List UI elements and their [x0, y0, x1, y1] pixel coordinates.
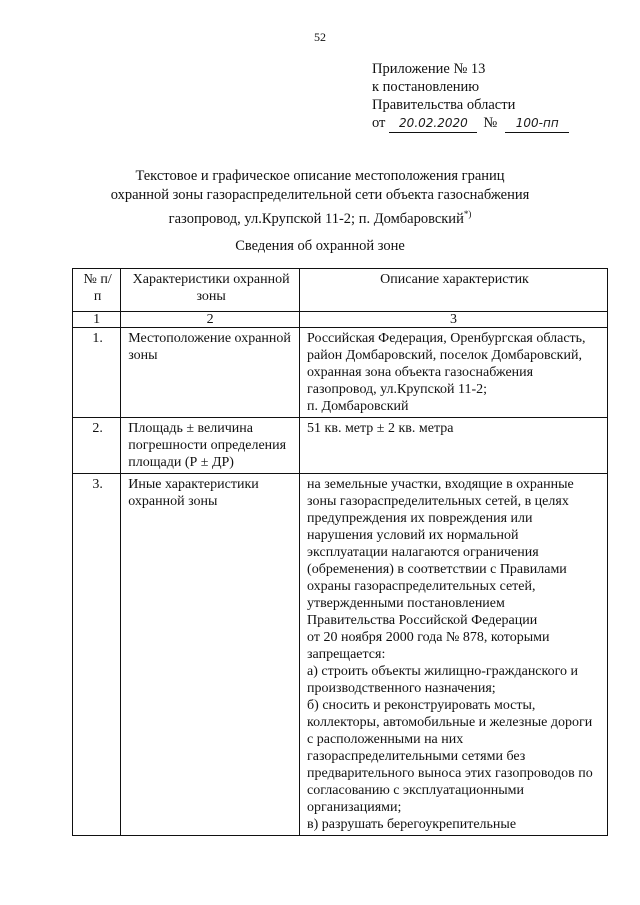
title-line-2: охранной зоны газораспределительной сети объекта газоснабжения [110, 187, 530, 203]
row-description [300, 328, 608, 418]
desc-line: производственного назначения; [307, 681, 496, 696]
row-number: 2. [73, 418, 121, 474]
desc-line: организациями; [307, 800, 402, 815]
document-title [80, 167, 560, 229]
desc-line: район Домбаровский, поселок Домбаровский, [307, 348, 582, 363]
appendix-line-3: Правительства области [372, 97, 516, 113]
desc-line: на земельные участки, входящие в охранные [307, 477, 574, 492]
section-subtitle: Сведения об охранной зоне [235, 238, 405, 254]
desc-line: запрещается: [307, 647, 386, 662]
desc-line: коллекторы, автомобильные и железные дороги [307, 715, 593, 730]
desc-line: п. Домбаровский [307, 399, 409, 414]
desc-line: утвержденными постановлением [307, 596, 505, 611]
table-row [73, 328, 608, 418]
appendix-line-1: Приложение № 13 [372, 61, 486, 77]
row-name: Площадь ± величина погрешности определения площади (Р ± ДР) [121, 418, 300, 474]
desc-line: газораспределительными сетями без [307, 749, 526, 764]
desc-line: предупреждения их повреждения или [307, 511, 533, 526]
title-line-1: Текстовое и графическое описание местоположения границ [135, 168, 505, 184]
desc-line: охранная зона объекта газоснабжения [307, 365, 534, 380]
row-name: Иные характеристики охранной зоны [121, 474, 300, 836]
title-line-3-text: газопровод, ул.Крупской 11-2; п. Домбаровский [168, 210, 464, 227]
row-number: 1. [73, 328, 121, 418]
desc-line: зоны газораспределительных сетей, в целях [307, 494, 569, 509]
desc-line: а) строить объекты жилищно-гражданского и [307, 664, 579, 679]
desc-line: от 20 ноября 2000 года № 878, которыми [307, 630, 550, 645]
desc-line: Российская Федерация, Оренбургская область, [307, 331, 586, 346]
desc-line: (обременения) в соответствии с Правилами [307, 562, 567, 577]
table-row [73, 474, 608, 836]
table-index-row [73, 312, 608, 328]
index-cell-3: 3 [300, 312, 608, 328]
header-description: Описание характеристик [300, 269, 608, 312]
appendix-date-line [372, 114, 569, 133]
desc-line: газопровод, ул.Крупской 11-2; [307, 382, 488, 397]
desc-line: с расположенными на них [307, 732, 464, 747]
title-line-3 [80, 205, 560, 229]
desc-line: охраны газораспределительных сетей, [307, 579, 536, 594]
table-row [73, 418, 608, 474]
table-header-row [73, 269, 608, 312]
row-description [300, 474, 608, 836]
desc-line: б) сносить и реконструировать мосты, [307, 698, 536, 713]
desc-line: 51 кв. метр ± 2 кв. метра [307, 421, 454, 436]
desc-line: Правительства Российской Федерации [307, 613, 538, 628]
row-description [300, 418, 608, 474]
date-prefix: от [372, 115, 386, 131]
index-cell-2: 2 [121, 312, 300, 328]
footnote-mark: *) [463, 209, 472, 219]
header-characteristics: Характеристики охранной зоны [121, 269, 300, 312]
desc-line: эксплуатации налагаются ограничения [307, 545, 539, 560]
number-sign: № [483, 115, 498, 131]
handwritten-number: 100-пп [505, 114, 569, 133]
appendix-line-2: к постановлению [372, 79, 480, 95]
header-number: № п/п [73, 269, 121, 312]
handwritten-date: 20.02.2020 [389, 114, 477, 133]
row-name: Местоположение охранной зоны [121, 328, 300, 418]
appendix-block [372, 60, 569, 133]
page-number: 52 [314, 30, 326, 44]
index-cell-1: 1 [73, 312, 121, 328]
desc-line: согласованию с эксплуатационными [307, 783, 525, 798]
zone-table [72, 268, 608, 836]
row-number: 3. [73, 474, 121, 836]
desc-line: в) разрушать берегоукрепительные [307, 817, 517, 832]
desc-line: предварительного выноса этих газопроводов по [307, 766, 593, 781]
desc-line: нарушения условий их нормальной [307, 528, 519, 543]
